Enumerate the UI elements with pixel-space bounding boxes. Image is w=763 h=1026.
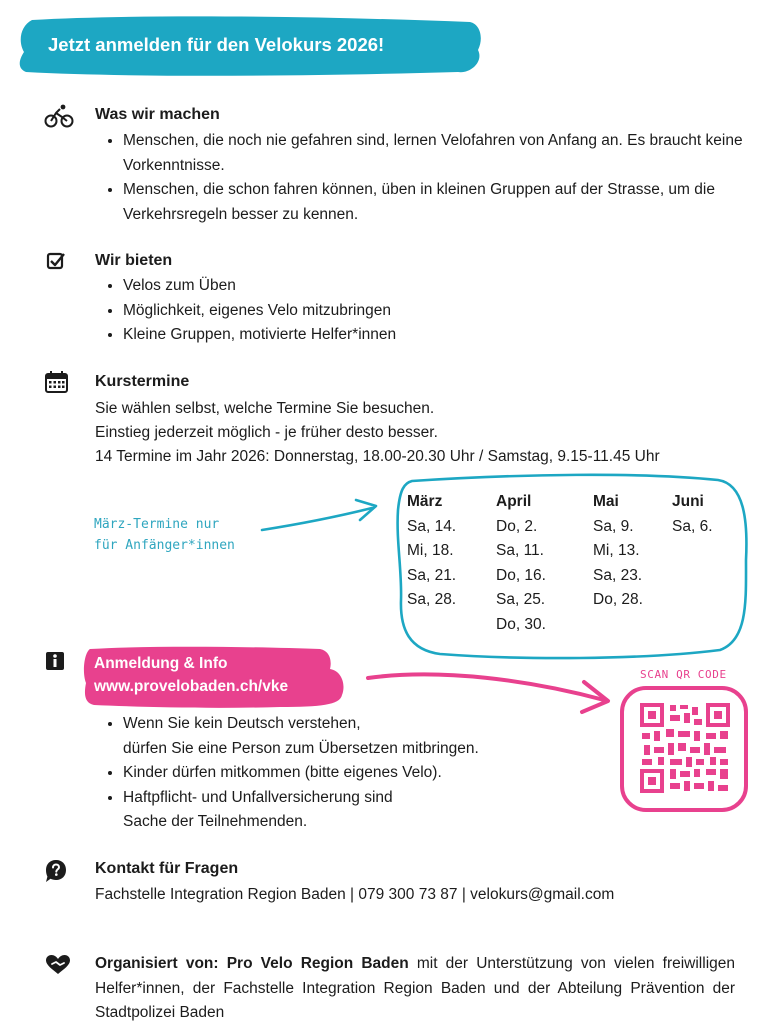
footer-organizer: Organisiert von: Pro Velo Region Baden	[95, 955, 409, 972]
list-item-line: Kinder dürfen mitkommen (bitte eigenes Velo).	[123, 764, 442, 781]
date-item: Do, 16.	[496, 566, 546, 584]
qr-label: SCAN QR CODE	[640, 668, 727, 681]
registration-title: Anmeldung & Info	[94, 655, 228, 672]
date-item: Do, 30.	[496, 615, 546, 633]
footer-text	[95, 952, 735, 1026]
date-item: Sa, 23.	[593, 566, 643, 584]
section-title-dates: Kurstermine	[95, 373, 190, 390]
section-title-what: Was wir machen	[95, 106, 220, 123]
contact-details: Fachstelle Integration Region Baden | 079 300 73 87 | velokurs@gmail.com	[95, 886, 615, 903]
date-item: Sa, 25.	[496, 591, 546, 608]
date-item: Sa, 6.	[672, 517, 713, 535]
header-title: Jetzt anmelden für den Velokurs 2026!	[48, 34, 385, 55]
date-item: Sa, 21.	[407, 566, 457, 584]
dates-line-2: Einstieg jederzeit möglich - je früher desto besser.	[95, 424, 438, 441]
list-item: • Menschen, die noch nie gefahren sind, lernen Velofahren von Anfang an. Es braucht keine Vorkenntnisse.	[123, 129, 753, 178]
date-item: Sa, 28.	[407, 591, 457, 608]
month-header: Mai	[593, 493, 619, 510]
list-item-line: Sache der Teilnehmenden.	[123, 813, 308, 830]
annotation-line-1: März-Termine nur	[94, 517, 220, 532]
dates-line-1: Sie wählen selbst, welche Termine Sie besuchen.	[95, 400, 435, 417]
month-header: Juni	[672, 493, 704, 510]
list-item: • Kleine Gruppen, motivierte Helfer*innen	[123, 323, 723, 348]
list-item-line: dürfen Sie eine Person zum Übersetzen mitbringen.	[123, 739, 479, 757]
list-item: • Möglichkeit, eigenes Velo mitzubringen	[123, 299, 723, 324]
date-item: Do, 28.	[593, 591, 643, 608]
list-item: • Menschen, die schon fahren können, üben in kleinen Gruppen auf der Strasse, um die Verkehrsregeln besser zu kennen.	[123, 178, 753, 227]
registration-url-link[interactable]: www.provelobaden.ch/vke	[94, 678, 289, 695]
date-item: Do, 2.	[496, 517, 538, 535]
question-bubble-icon	[44, 858, 72, 882]
heart-handshake-icon	[44, 954, 72, 978]
list-item	[123, 761, 603, 786]
date-item: Mi, 18.	[407, 542, 454, 559]
list-item-line: Wenn Sie kein Deutsch verstehen,	[123, 715, 361, 732]
qr-code-image[interactable]	[640, 703, 730, 793]
annotation-line-2: für Anfänger*innen	[94, 538, 235, 553]
list-item: • Velos zum Üben	[123, 274, 723, 299]
list-item-line: Haftpflicht- und Unfallversicherung sind	[123, 788, 393, 806]
date-item: Sa, 9.	[593, 517, 634, 535]
dates-line-3: 14 Termine im Jahr 2026: Donnerstag, 18.00-20.30 Uhr / Samstag, 9.15-11.45 Uhr	[95, 448, 660, 465]
month-header: April	[496, 493, 532, 510]
month-header: März	[407, 493, 443, 510]
list-item	[123, 786, 603, 835]
list-item	[123, 712, 603, 761]
date-item: Mi, 13.	[593, 542, 640, 559]
date-item: Sa, 14.	[407, 517, 457, 535]
date-item: Sa, 11.	[496, 542, 544, 559]
footer-support-text: mit der Unterstützung von vielen freiwilligen Helfer*innen, der Fachstelle Integration Region Baden und der Abteilung Prävention der Stadtpolizei Baden	[95, 955, 735, 1021]
section-title-offer: Wir bieten	[95, 252, 173, 269]
bullet-list-info	[98, 712, 603, 835]
section-title-contact: Kontakt für Fragen	[95, 860, 239, 877]
